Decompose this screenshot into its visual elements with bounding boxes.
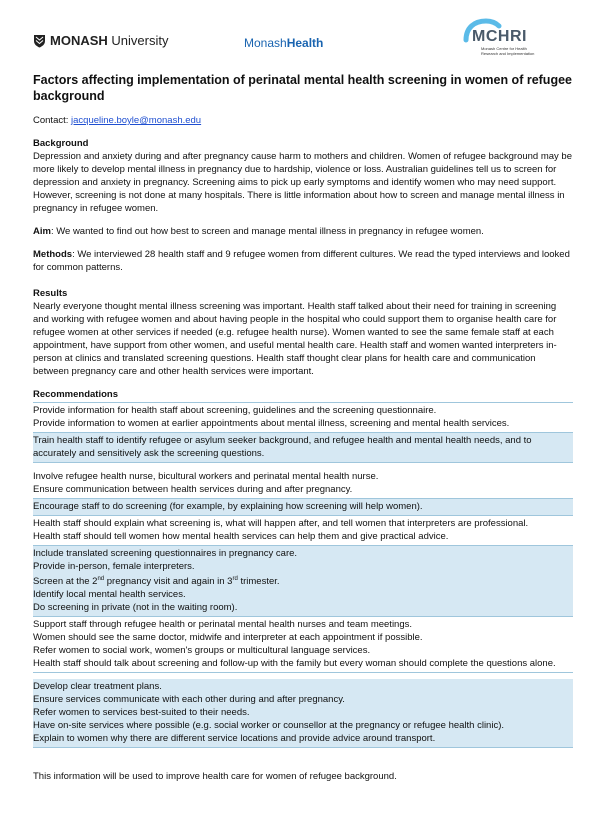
rec-group-screening-setup	[33, 546, 573, 617]
rec-group-explain	[33, 516, 573, 546]
contact-line	[33, 114, 573, 127]
aim-text: : We wanted to find out how best to screen and manage mental illness in pregnancy in refugee women.	[50, 226, 484, 237]
list-item: Ensure services communicate with each other during and after pregnancy.	[33, 694, 345, 706]
page-title: Factors affecting implementation of perinatal mental health screening in women of refugee background	[33, 73, 572, 103]
rec-group-involvement	[33, 469, 573, 499]
list-item: Encourage staff to do screening (for example, by explaining how screening will help women).	[33, 501, 423, 512]
list-item: Provide in-person, female interpreters.	[33, 561, 195, 572]
background-heading: Background	[33, 138, 89, 149]
background-text: Depression and anxiety during and after pregnancy cause harm to mothers and children. Women of refugee background may be more likely to develop mental illness in pregnancy due to hardship, violence or loss. Australian guidelines tell us to screen for depression and anxiety in pregnancy. Screening aims to pick up early symptoms and identify women who may need support. However, screening is not done at many hospitals. There is little information about how to screen and manage mental illness in pregnancy in refugee women.	[33, 151, 572, 214]
monash-university-wordmark: MONASH University	[50, 33, 169, 48]
mchri-wordmark: MCHRI	[472, 28, 527, 45]
list-item: Provide information for health staff about screening, guidelines and the screening questionnaire.	[33, 405, 437, 416]
rec-group-encourage	[33, 499, 573, 516]
aim-heading: Aim	[33, 226, 51, 237]
list-item: Train health staff to identify refugee or asylum seeker background, and refugee health and mental health needs, and to accurately and sensitively ask the screening questions.	[33, 435, 532, 459]
mchri-logo	[462, 18, 542, 64]
methods-paragraph	[33, 248, 573, 274]
list-item: Include translated screening questionnaires in pregnancy care.	[33, 548, 298, 559]
list-item: Have on-site services where possible (e.g. social worker or counsellor at the pregnancy or refugee health clinic).	[33, 720, 505, 732]
list-item: Health staff should explain what screening is, what will happen after, and tell women that interpreters are professional.	[33, 518, 529, 529]
footer-note: This information will be used to improve health care for women of refugee background.	[33, 771, 397, 783]
list-item: Develop clear treatment plans.	[33, 681, 162, 693]
monash-university-logo	[33, 33, 168, 48]
mchri-subtitle: Monash Centre for Health Research and Implementation	[481, 46, 535, 56]
list-item: Screen at the 2nd pregnancy visit and again in 3rd trimester.	[33, 576, 280, 588]
rec-group-support	[33, 617, 573, 673]
monash-health-logo: MonashHealth	[244, 36, 324, 50]
list-item: Ensure communication between health services during and after pregnancy.	[33, 484, 353, 495]
contact-email-link[interactable]: jacqueline.boyle@monash.edu	[71, 115, 202, 126]
list-item: Provide information to women at earlier appointments about mental illness, screening and mental health services.	[33, 418, 510, 429]
list-item: Refer women to services best-suited to their needs.	[33, 707, 250, 719]
results-text: Nearly everyone thought mental illness screening was important. Health staff talked about their need for training in screening and working with refugee women and about having people in the hospital who could support them to organise health care for refugee women at other services if needed (e.g. refugee health nurse). Women wanted to see the same female staff at each appointment, have support from other women, and useful mental health care. Health staff and women wanted interpreters in-person at clinics and translated screening questions. Health staff thought clear plans for health care and communication between pregnancy care and other health services were important.	[33, 301, 557, 377]
list-item: Health staff should talk about screening and follow-up with the family but every woman should complete the questions alone.	[33, 658, 556, 670]
list-item: Involve refugee health nurse, bicultural workers and perinatal mental health nurse.	[33, 471, 379, 482]
list-item: Support staff through refugee health or perinatal mental health nurses and team meetings.	[33, 619, 413, 631]
header	[0, 0, 591, 64]
contact-label: Contact:	[33, 115, 72, 126]
document-body	[33, 72, 573, 783]
rec-group-training	[33, 433, 573, 463]
recommendations-heading: Recommendations	[33, 388, 573, 403]
rec-group-information	[33, 403, 573, 433]
list-item: Identify local mental health services.	[33, 589, 186, 601]
list-item: Refer women to social work, women's groups or multicultural language services.	[33, 645, 371, 657]
list-item: Explain to women why there are different service locations and provide advice around transport.	[33, 733, 436, 745]
list-item: Do screening in private (not in the waiting room).	[33, 602, 238, 614]
methods-text: : We interviewed 28 health staff and 9 refugee women from different cultures. We read the typed interviews and looked for common patterns.	[33, 249, 570, 273]
methods-heading: Methods	[33, 249, 73, 260]
rec-group-treatment	[33, 679, 573, 748]
results-heading: Results	[33, 288, 68, 299]
list-item: Women should see the same doctor, midwife and interpreter at each appointment if possible.	[33, 632, 423, 644]
monash-shield-icon	[33, 34, 46, 48]
list-item: Health staff should tell women how mental health services can help them and give practical advice.	[33, 531, 449, 542]
aim-paragraph	[33, 225, 573, 238]
